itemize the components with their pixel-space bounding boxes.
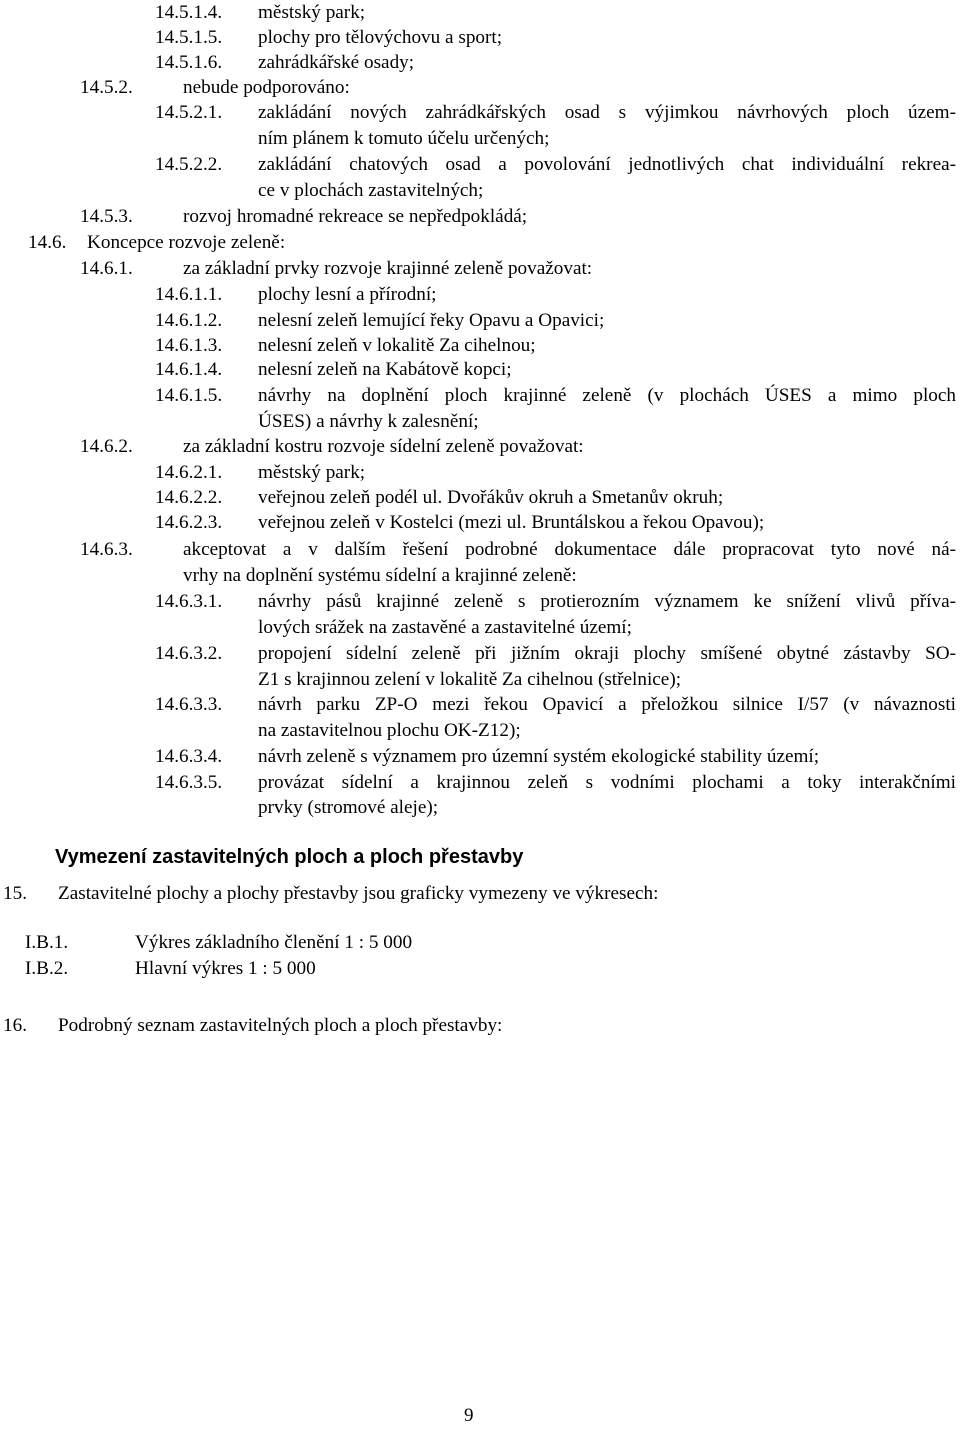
item-number: 14.6.1. [80,258,133,279]
item-number: 14.6.3.5. [155,772,223,793]
paragraph-number: 15. [3,883,27,904]
item-number: 14.6.1.1. [155,284,223,305]
item-number: 14.6.1.4. [155,359,223,380]
item-text: nelesní zeleň na Kabátově kopci; [258,359,512,380]
item-text: provázat sídelní a krajinnou zeleň s vodními plochami a toky interakčními [258,772,956,793]
item-text-continued: ce v plochách zastavitelných; [258,180,484,201]
item-text: návrhy na doplnění ploch krajinné zeleně (v plochách ÚSES a mimo ploch [258,385,956,406]
item-number: 14.5.1.5. [155,27,223,48]
item-text: za základní prvky rozvoje krajinné zeleně považovat: [183,258,593,279]
item-text: zahrádkářské osady; [258,52,415,73]
item-text: za základní kostru rozvoje sídelní zeleně považovat: [183,436,584,457]
item-number: 14.6.2.3. [155,512,223,533]
item-text: městský park; [258,2,366,23]
item-number: 14.6.1.2. [155,310,223,331]
item-number: 14.5.2. [80,77,133,98]
item-text: akceptovat a v dalším řešení podrobné dokumentace dále propracovat tyto nové ná- [183,539,956,560]
item-number: 14.6.3.3. [155,694,223,715]
item-number: 14.6.3. [80,539,133,560]
item-text: městský park; [258,462,366,483]
item-number: 14.6.2.1. [155,462,223,483]
item-text: návrh zeleně s významem pro územní systém ekologické stability území; [258,746,820,767]
item-number: 14.6.1.5. [155,385,223,406]
item-number: 14.5.3. [80,206,133,227]
item-text: nebude podporováno: [183,77,350,98]
item-text: rozvoj hromadné rekreace se nepředpokládá; [183,206,528,227]
item-number: 14.6.3.2. [155,643,223,664]
item-text: veřejnou zeleň podél ul. Dvořákův okruh a Smetanův okruh; [258,487,724,508]
item-text: návrh parku ZP-O mezi řekou Opavicí a přeložkou silnice I/57 (v návaznosti [258,694,956,715]
item-text: zakládání nových zahrádkářských osad s výjimkou návrhových ploch územ- [258,102,956,123]
section-number: 14.6. [28,232,67,253]
item-text: nelesní zeleň lemující řeky Opavu a Opavici; [258,310,605,331]
item-number: 14.6.2. [80,436,133,457]
item-text-continued: ÚSES) a návrhy k zalesnění; [258,411,479,432]
page-number: 9 [464,1405,474,1426]
item-number: 14.5.1.6. [155,52,223,73]
section-heading: Vymezení zastavitelných ploch a ploch přestavby [55,846,524,868]
paragraph-number: 16. [3,1015,27,1036]
item-number: 14.5.2.2. [155,154,223,175]
item-text: návrhy pásů krajinné zeleně s protierozním významem ke snížení vlivů přívа- [258,591,956,612]
item-number: 14.5.1.4. [155,2,223,23]
drawing-title: Výkres základního členění 1 : 5 000 [135,932,413,953]
item-text-continued: na zastavitelnou plochu OK-Z12); [258,720,521,741]
item-number: 14.6.3.1. [155,591,223,612]
item-text-continued: prvky (stromové aleje); [258,797,439,818]
drawing-title: Hlavní výkres 1 : 5 000 [135,958,316,979]
item-number: 14.6.3.4. [155,746,223,767]
item-text: zakládání chatových osad a povolování jednotlivých chat individuální rekrea- [258,154,956,175]
item-number: 14.6.2.2. [155,487,223,508]
item-text: veřejnou zeleň v Kostelci (mezi ul. Bruntálskou a řekou Opavou); [258,512,765,533]
item-number: 14.6.1.3. [155,335,223,356]
item-text-continued: vrhy na doplnění systému sídelní a krajinné zeleně: [183,565,577,586]
drawing-code: I.B.1. [25,932,69,953]
item-text-continued: lových srážek na zastavěné a zastavitelné území; [258,617,632,638]
item-text-continued: ním plánem k tomuto účelu určených; [258,128,550,149]
paragraph-text: Zastavitelné plochy a plochy přestavby jsou graficky vymezeny ve výkresech: [58,883,659,904]
item-text: propojení sídelní zeleně při jižním okraji plochy smíšené obytné zástavby SO- [258,643,956,664]
section-title: Koncepce rozvoje zeleně: [87,232,286,253]
drawing-code: I.B.2. [25,958,69,979]
item-text: plochy lesní a přírodní; [258,284,437,305]
item-text-continued: Z1 s krajinnou zelení v lokalitě Za cihelnou (střelnice); [258,669,682,690]
item-text: nelesní zeleň v lokalitě Za cihelnou; [258,335,536,356]
item-number: 14.5.2.1. [155,102,223,123]
item-text: plochy pro tělovýchovu a sport; [258,27,503,48]
paragraph-text: Podrobný seznam zastavitelných ploch a ploch přestavby: [58,1015,503,1036]
